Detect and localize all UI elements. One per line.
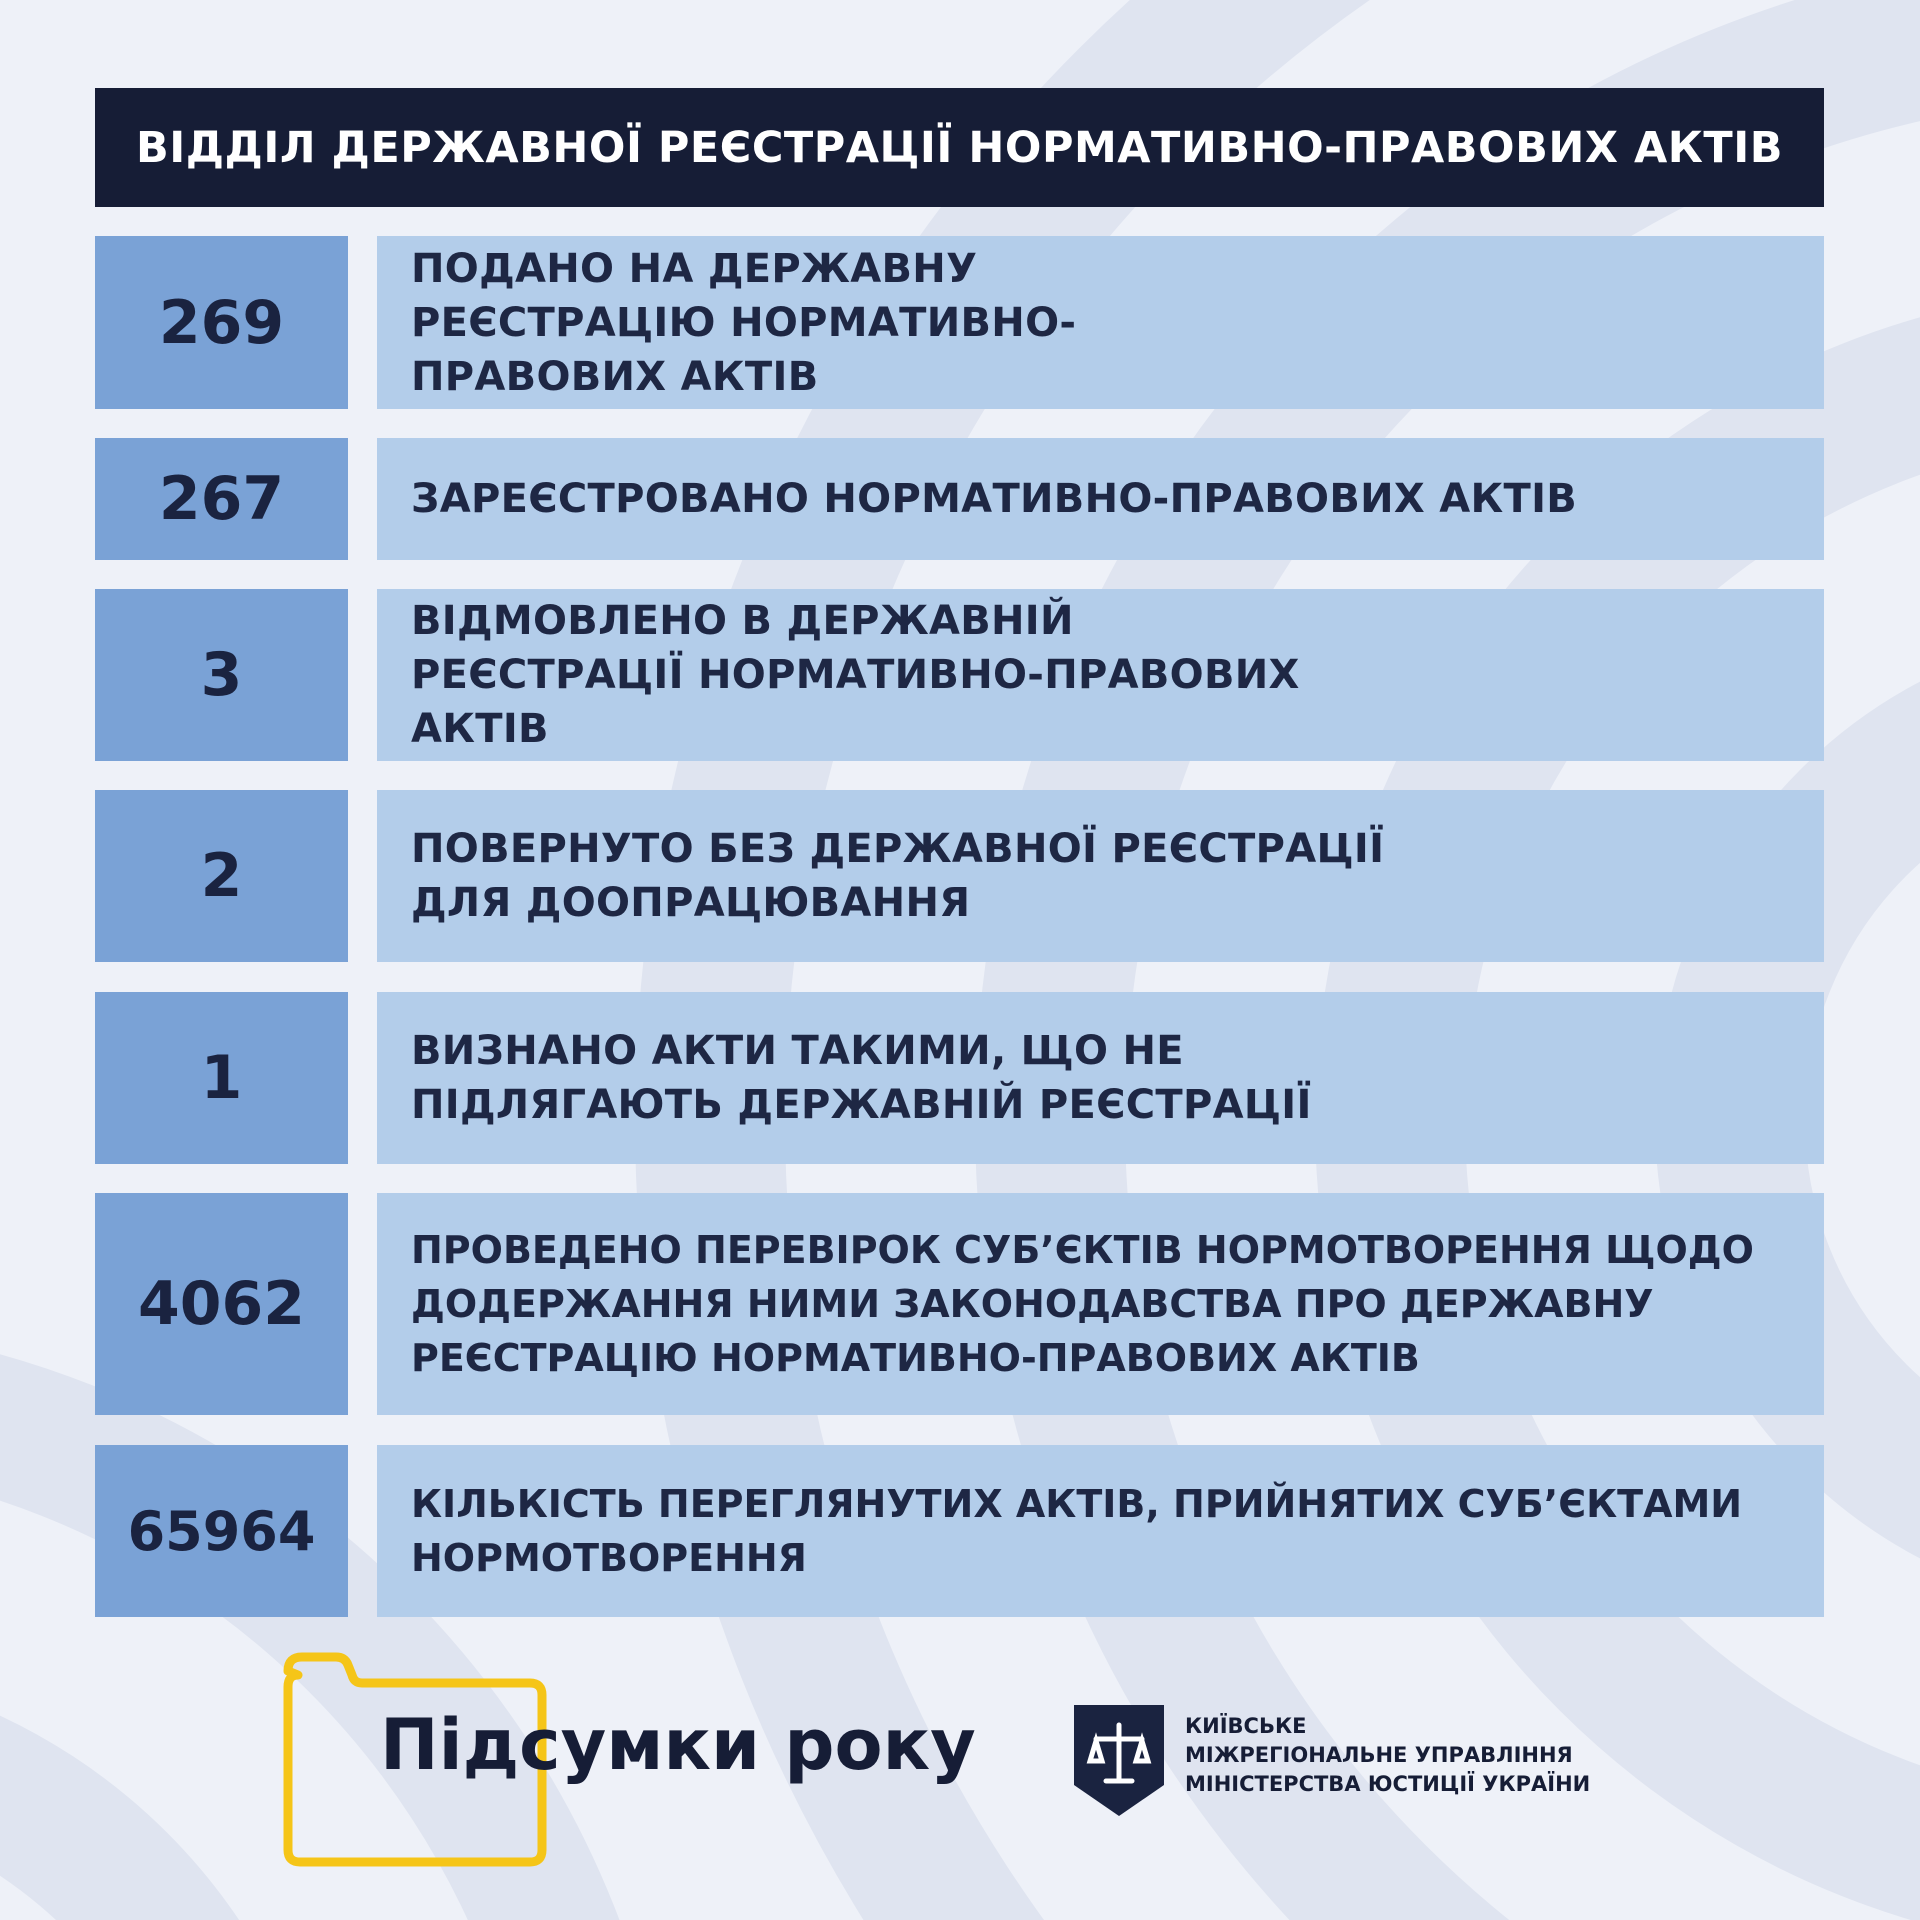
stat-row-refused [95, 589, 1824, 761]
org-line: КИЇВСЬКЕ [1185, 1714, 1307, 1738]
stat-value: 1 [95, 992, 348, 1164]
stat-label-cell [377, 438, 1824, 560]
stat-label-cell [377, 992, 1824, 1164]
stat-row-not-subject [95, 992, 1824, 1164]
stat-value: 65964 [95, 1445, 348, 1617]
stat-value: 267 [95, 438, 348, 560]
stat-row-reviewed [95, 1445, 1824, 1617]
section-title: ВІДДІЛ ДЕРЖАВНОЇ РЕЄСТРАЦІЇ НОРМАТИВНО-ПРАВОВИХ АКТІВ [135, 122, 1784, 173]
stat-label: ВІДМОВЛЕНО В ДЕРЖАВНІЙ РЕЄСТРАЦІЇ НОРМАТИВНО-ПРАВОВИХ АКТІВ [411, 598, 1300, 752]
stat-label-cell [377, 1445, 1824, 1617]
stat-row-returned [95, 790, 1824, 962]
stat-row-inspections [95, 1193, 1824, 1415]
stat-label-cell [377, 589, 1824, 761]
stat-value: 3 [95, 589, 348, 761]
stat-label: КІЛЬКІСТЬ ПЕРЕГЛЯНУТИХ АКТІВ, ПРИЙНЯТИХ СУБ’ЄКТАМИ НОРМОТВОРЕННЯ [411, 1482, 1743, 1580]
stat-value: 269 [95, 236, 348, 409]
stat-value: 4062 [95, 1193, 348, 1415]
year-summary-label: Підсумки року [380, 1704, 976, 1786]
stat-row-registered [95, 438, 1824, 560]
stat-label-cell [377, 790, 1824, 962]
stat-value: 2 [95, 790, 348, 962]
ministry-shield-logo-icon [1072, 1703, 1166, 1818]
stat-label-cell [377, 236, 1824, 409]
section-header [95, 88, 1824, 207]
organization-name [1185, 1712, 1590, 1799]
stat-label: ВИЗНАНО АКТИ ТАКИМИ, ЩО НЕ ПІДЛЯГАЮТЬ ДЕРЖАВНІЙ РЕЄСТРАЦІЇ [411, 1028, 1312, 1128]
stat-label: ЗАРЕЄСТРОВАНО НОРМАТИВНО-ПРАВОВИХ АКТІВ [411, 476, 1578, 522]
org-line: МІНІСТЕРСТВА ЮСТИЦІЇ УКРАЇНИ [1185, 1772, 1591, 1796]
stat-label: ПОВЕРНУТО БЕЗ ДЕРЖАВНОЇ РЕЄСТРАЦІЇ ДЛЯ ДООПРАЦЮВАННЯ [411, 826, 1385, 926]
stat-label: ПРОВЕДЕНО ПЕРЕВІРОК СУБ’ЄКТІВ НОРМОТВОРЕННЯ ЩОДО ДОДЕРЖАННЯ НИМИ ЗАКОНОДАВСТВА ПРО ДЕРЖАВНУ РЕЄСТРАЦІЮ НОРМАТИВНО-ПРАВОВИХ АКТІВ [411, 1228, 1754, 1380]
stat-label-cell [377, 1193, 1824, 1415]
org-line: МІЖРЕГІОНАЛЬНЕ УПРАВЛІННЯ [1185, 1743, 1573, 1767]
stat-row-submitted [95, 236, 1824, 409]
stat-label: ПОДАНО НА ДЕРЖАВНУ РЕЄСТРАЦІЮ НОРМАТИВНО-ПРАВОВИХ АКТІВ [411, 245, 1077, 400]
